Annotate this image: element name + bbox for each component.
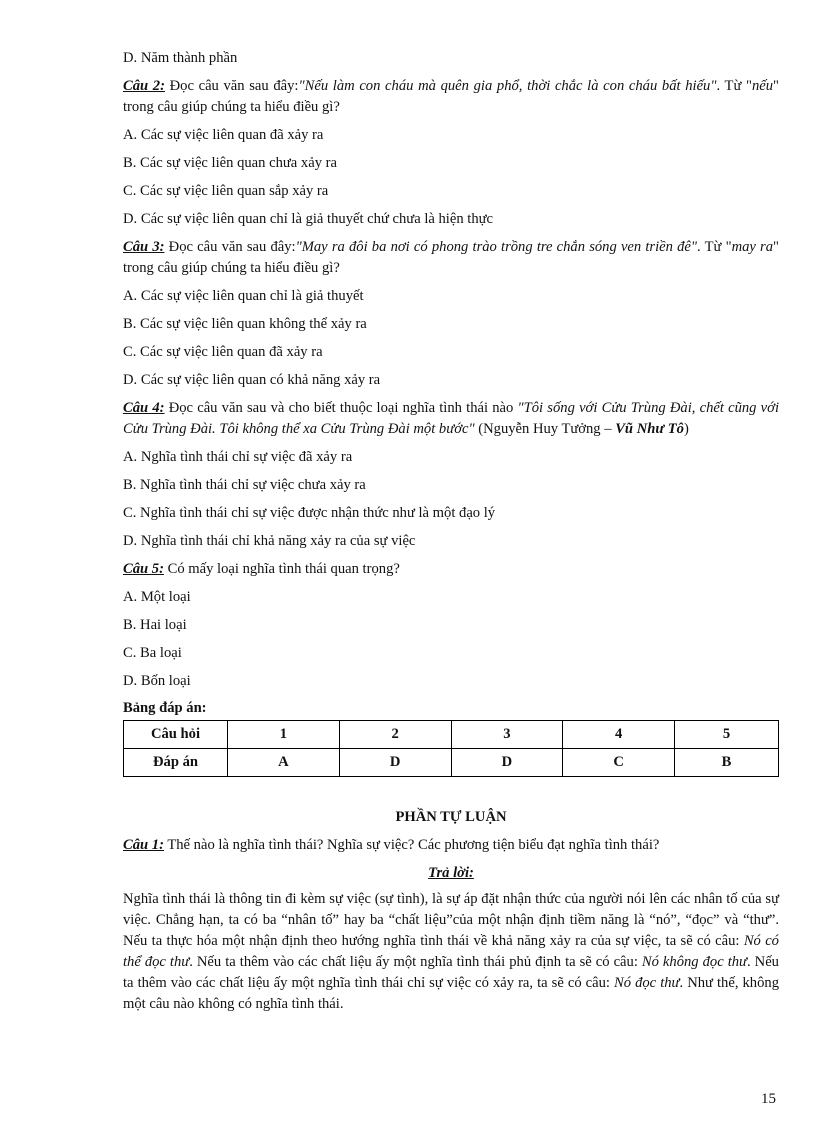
answer-title: Trả lời: (428, 865, 474, 881)
option: A. Các sự việc liên quan chỉ là giả thuyết (123, 288, 364, 304)
page-number: 15 (761, 1091, 776, 1107)
table-cell: C (563, 749, 675, 777)
answer-paragraph (123, 889, 779, 1015)
paragraph-text: . Nếu ta thêm vào các chất liệu ấy một nghĩa tình thái chỉ sự việc có xảy ra, ta sẽ có câu: (123, 954, 779, 991)
prev-option: D. Năm thành phần (123, 50, 238, 66)
table-cell: D (451, 749, 563, 777)
section-title: PHẦN TỰ LUẬN (395, 809, 507, 825)
document-page (123, 48, 779, 1015)
table-cell: 3 (451, 721, 563, 749)
option: D. Bốn loại (123, 673, 191, 689)
option: A. Nghĩa tình thái chỉ sự việc đã xảy ra (123, 449, 353, 465)
option: C. Các sự việc liên quan đã xảy ra (123, 344, 323, 360)
option: C. Ba loại (123, 645, 182, 661)
option: B. Nghĩa tình thái chỉ sự việc chưa xảy ra (123, 477, 366, 493)
option: C. Nghĩa tình thái chỉ sự việc được nhận thức như là một đạo lý (123, 505, 496, 521)
question-5 (123, 559, 779, 580)
table-cell: A (228, 749, 340, 777)
question-label: Câu 3: (123, 239, 165, 255)
question-ask: " trong câu giúp chúng ta hiểu điều gì? (123, 239, 779, 276)
question-intro: Đọc câu văn sau đây: (164, 78, 299, 94)
paragraph-text: . Như thế, không một câu nào không có nghĩa tình thái. (123, 975, 779, 1012)
table-cell: 2 (339, 721, 451, 749)
paragraph-text: Nghĩa tình thái là thông tin đi kèm sự việc (sự tình), là sự áp đặt nhận thức của người nói lên các nhân tố của sự việc. Chẳng hạn, ta có ba “nhân tố” hay ba “chất liệu”của một nhận định tiềm năng là “nó”, “đọc” và “thư”. Nếu ta thực hóa một nhận định theo hướng nghĩa tình thái về khả năng xảy ra của sự việc, ta sẽ có câu: (123, 891, 779, 949)
table-row (124, 749, 779, 777)
question-keyword: may ra (731, 239, 774, 255)
question-text: Có mấy loại nghĩa tình thái quan trọng? (163, 561, 400, 577)
table-cell: D (339, 749, 451, 777)
option: A. Các sự việc liên quan đã xảy ra (123, 127, 324, 143)
option: B. Hai loại (123, 617, 187, 633)
question-ask: " trong câu giúp chúng ta hiểu điều gì? (123, 78, 780, 115)
question-label: Câu 4: (123, 400, 165, 416)
option: D. Các sự việc liên quan chỉ là giả thuyết chứ chưa là hiện thực (123, 211, 494, 227)
essay-question (123, 835, 779, 856)
question-2 (123, 76, 779, 118)
source-work: Vũ Như Tô (615, 421, 684, 437)
answer-table-title: Bảng đáp án: (123, 700, 207, 716)
source-suffix: ) (683, 421, 689, 437)
question-text: Thế nào là nghĩa tình thái? Nghĩa sự việc? Các phương tiện biểu đạt nghĩa tình thái? (163, 837, 660, 853)
question-intro: Đọc câu văn sau và cho biết thuộc loại nghĩa tình thái nào (164, 400, 518, 416)
example-sentence: Nó đọc thư (614, 975, 680, 991)
option: A. Một loại (123, 589, 191, 605)
table-cell: 5 (675, 721, 779, 749)
table-cell: B (675, 749, 779, 777)
question-quote: "Tôi sống với Cửu Trùng Đài, chết cũng với Cửu Trùng Đài. Tôi không thể xa Cửu Trùng Đài một bước" (123, 400, 779, 437)
source-prefix: (Nguyễn Huy Tưởng – (474, 421, 616, 437)
example-sentence: Nó có thể đọc thư (123, 933, 779, 970)
question-keyword: nếu (751, 78, 774, 94)
question-4 (123, 398, 779, 440)
answer-table (123, 720, 779, 777)
question-3 (123, 237, 779, 279)
table-cell: 4 (563, 721, 675, 749)
option: B. Các sự việc liên quan chưa xảy ra (123, 155, 337, 171)
option: B. Các sự việc liên quan không thể xảy ra (123, 316, 367, 332)
question-intro: Đọc câu văn sau đây: (164, 239, 296, 255)
option: C. Các sự việc liên quan sắp xảy ra (123, 183, 329, 199)
question-quote: "Nếu làm con cháu mà quên gia phổ, thời chắc là con cháu bất hiếu" (298, 78, 717, 94)
paragraph-text: . Nếu ta thêm vào các chất liệu ấy một nghĩa tình thái phủ định ta sẽ có câu: (189, 954, 642, 970)
question-label: Câu 1: (123, 837, 164, 853)
question-quote: "May ra đôi ba nơi có phong trào trồng tre chắn sóng ven triền đê" (295, 239, 698, 255)
table-row (124, 721, 779, 749)
question-text: . Từ " (716, 78, 752, 94)
table-header-cell: Đáp án (124, 749, 228, 777)
question-label: Câu 5: (123, 561, 164, 577)
question-text: . Từ " (697, 239, 732, 255)
table-header-cell: Câu hỏi (124, 721, 228, 749)
option: D. Các sự việc liên quan có khả năng xảy ra (123, 372, 381, 388)
question-label: Câu 2: (123, 78, 165, 94)
option: D. Nghĩa tình thái chỉ khả năng xảy ra của sự việc (123, 533, 416, 549)
table-cell: 1 (228, 721, 340, 749)
example-sentence: Nó không đọc thư (641, 954, 747, 970)
